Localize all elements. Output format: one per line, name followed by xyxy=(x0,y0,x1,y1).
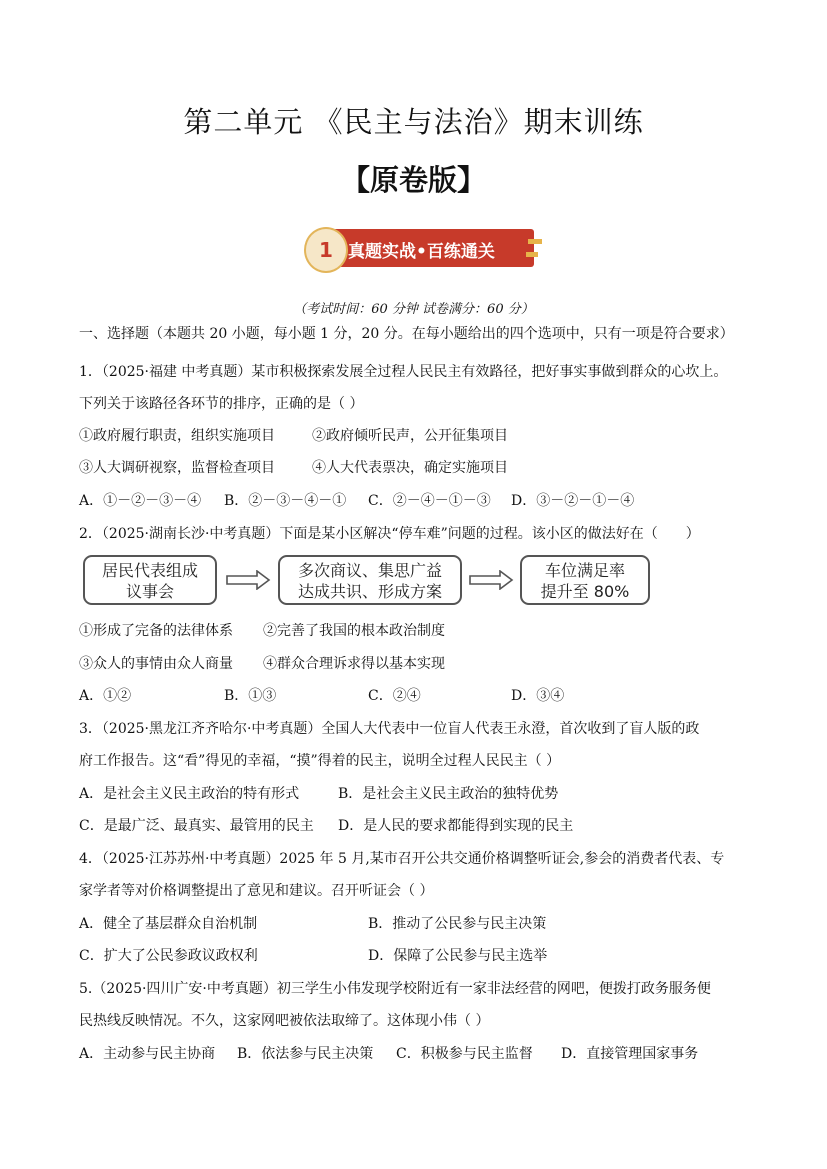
q1-item-1: ①政府履行职责，组织实施项目 xyxy=(79,428,275,444)
flow-arrow-icon xyxy=(225,570,271,590)
q2-option-b[interactable]: B．①③ xyxy=(224,688,277,704)
q1-item-4: ④人大代表票决，确定实施项目 xyxy=(312,460,508,476)
q2-item-2: ②完善了我国的根本政治制度 xyxy=(263,623,445,639)
q4-option-b[interactable]: B．推动了公民参与民主决策 xyxy=(368,916,547,932)
q2-option-c[interactable]: C．②④ xyxy=(368,688,421,704)
exam-info: （考试时间：60 分钟 试卷满分：60 分） xyxy=(293,302,534,317)
q1-item-3: ③人大调研视察，监督检查项目 xyxy=(79,460,275,476)
flow-box-text: 提升至 80% xyxy=(540,582,630,601)
flow-box-text: 达成共识、形成方案 xyxy=(297,582,442,601)
q4-stem-line1: 4．（2025·江苏苏州·中考真题）2025 年 5 月,某市召开公共交通价格调整听证会,参会的消费者代表、专 xyxy=(79,851,725,867)
q5-option-a[interactable]: A．主动参与民主协商 xyxy=(79,1046,216,1062)
q3-stem-line2: 府工作报告。这“看”得见的幸福，“摸”得着的民主，说明全过程人民民主（ ） xyxy=(79,753,561,769)
banner-accent xyxy=(528,239,542,244)
flow-arrow-icon xyxy=(468,570,514,590)
q5-stem-line2: 民热线反映情况。不久，这家网吧被依法取缔了。这体现小伟（ ） xyxy=(79,1013,490,1029)
q1-item-2: ②政府倾听民声，公开征集项目 xyxy=(312,428,508,444)
page-subtitle: 【原卷版】 xyxy=(340,163,486,197)
q4-option-d[interactable]: D．保障了公民参与民主选举 xyxy=(368,948,548,964)
flow-box-text: 议事会 xyxy=(125,582,174,601)
q5-option-b[interactable]: B．依法参与民主决策 xyxy=(237,1046,374,1062)
q1-option-a[interactable]: A．①－②－③－④ xyxy=(79,493,202,509)
q5-option-c[interactable]: C．积极参与民主监督 xyxy=(396,1046,533,1062)
q4-stem-line2: 家学者等对价格调整提出了意见和建议。召开听证会（ ） xyxy=(79,883,434,899)
q5-stem-line1: 5.（2025·四川广安·中考真题）初三学生小伟发现学校附近有一家非法经营的网吧，便拨打政务服务便 xyxy=(79,981,711,997)
q2-option-a[interactable]: A．①② xyxy=(79,688,132,704)
q3-option-d[interactable]: D．是人民的要求都能得到实现的民主 xyxy=(338,818,574,834)
q1-option-c[interactable]: C．②－④－①－③ xyxy=(368,493,491,509)
q2-stem: 2．（2025·湖南长沙·中考真题）下面是某小区解决“停车难”问题的过程。该小区的做法好在（ ） xyxy=(79,526,700,542)
banner-number-badge: 1 xyxy=(304,227,348,273)
q1-option-b[interactable]: B．②－③－④－① xyxy=(224,493,347,509)
section-heading: 一、选择题（本题共 20 小题，每小题 1 分，20 分。在每小题给出的四个选项中，只有一项是符合要求） xyxy=(79,326,734,342)
flow-box-text: 居民代表组成 xyxy=(101,561,198,580)
q4-option-c[interactable]: C．扩大了公民参政议政权利 xyxy=(79,948,258,964)
q4-option-a[interactable]: A．健全了基层群众自治机制 xyxy=(79,916,258,932)
section-banner xyxy=(302,226,542,272)
q1-stem-line2: 下列关于该路径各环节的排序，正确的是（ ） xyxy=(79,396,364,412)
q3-stem-line1: 3．（2025·黑龙江齐齐哈尔·中考真题）全国人大代表中一位盲人代表王永澄，首次收到了盲人版的政 xyxy=(79,721,700,737)
q3-option-c[interactable]: C．是最广泛、最真实、最管用的民主 xyxy=(79,818,314,834)
flow-box-discussion xyxy=(278,555,462,605)
q1-stem-line1: 1．（2025·福建 中考真题）某市积极探索发展全过程人民民主有效路径，把好事实事做到群众的心坎上。 xyxy=(79,364,728,380)
page-title: 第二单元 《民主与法治》期末训练 xyxy=(183,105,644,139)
flow-box-text: 车位满足率 xyxy=(544,561,625,580)
q2-option-d[interactable]: D．③④ xyxy=(511,688,565,704)
q2-item-3: ③众人的事情由众人商量 xyxy=(79,656,233,672)
q3-option-a[interactable]: A．是社会主义民主政治的特有形式 xyxy=(79,786,300,802)
banner-text: 真题实战•百练通关 xyxy=(348,242,495,262)
q3-option-b[interactable]: B．是社会主义民主政治的独特优势 xyxy=(338,786,559,802)
banner-accent xyxy=(526,252,538,257)
q5-option-d[interactable]: D．直接管理国家事务 xyxy=(561,1046,699,1062)
q2-item-4: ④群众合理诉求得以基本实现 xyxy=(263,656,445,672)
flow-box-council xyxy=(83,555,217,605)
q2-item-1: ①形成了完备的法律体系 xyxy=(79,623,233,639)
q1-option-d[interactable]: D．③－②－①－④ xyxy=(511,493,635,509)
flow-box-result xyxy=(520,555,650,605)
flow-box-text: 多次商议、集思广益 xyxy=(297,561,442,580)
